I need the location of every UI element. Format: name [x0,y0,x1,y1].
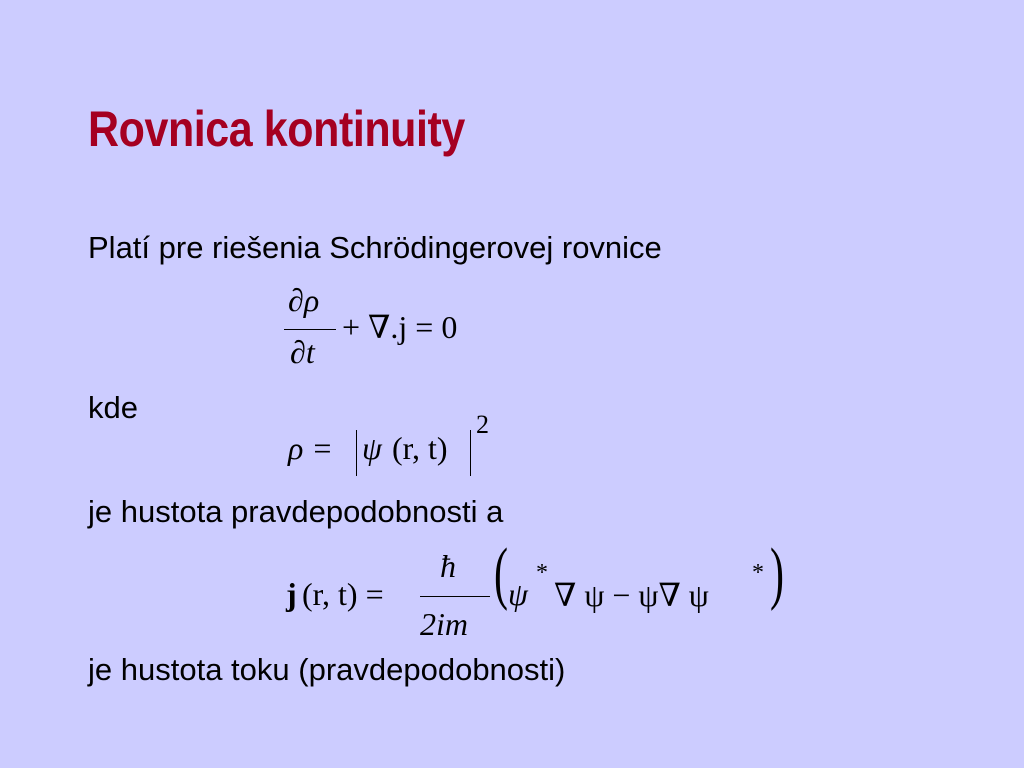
current-star2: * [752,560,764,586]
current-numerator: ħ [440,548,456,584]
continuity-denominator: ∂t [290,334,315,370]
continuity-fraction-bar [284,329,336,330]
current-open-paren: ( [494,535,508,612]
current-close-paren: ) [770,535,784,612]
intro-text: Platí pre riešenia Schrödingerovej rovnice [88,230,662,265]
current-fraction-bar [420,596,490,597]
current-description: je hustota toku (pravdepodobnosti) [88,652,566,687]
current-lhs-args: (r, t) = [302,576,384,612]
current-denominator: 2im [420,606,468,642]
current-lhs-j: j [286,576,297,612]
slide-title: Rovnica kontinuity [88,101,465,157]
current-middle: ∇ ψ − ψ∇ ψ [554,577,709,613]
abs-bar-left [356,430,357,476]
density-lhs: ρ = [288,430,333,466]
density-psi: ψ [362,430,382,466]
current-term1: ψ [508,576,528,612]
kde-text: kde [88,390,138,425]
density-args: (r, t) [392,430,448,466]
current-star1: * [536,560,548,586]
density-description: je hustota pravdepodobnosti a [88,494,504,529]
continuity-rest: + ∇.j = 0 [342,309,458,345]
density-power: 2 [476,410,489,439]
abs-bar-right [470,430,471,476]
continuity-numerator: ∂ρ [288,282,320,318]
